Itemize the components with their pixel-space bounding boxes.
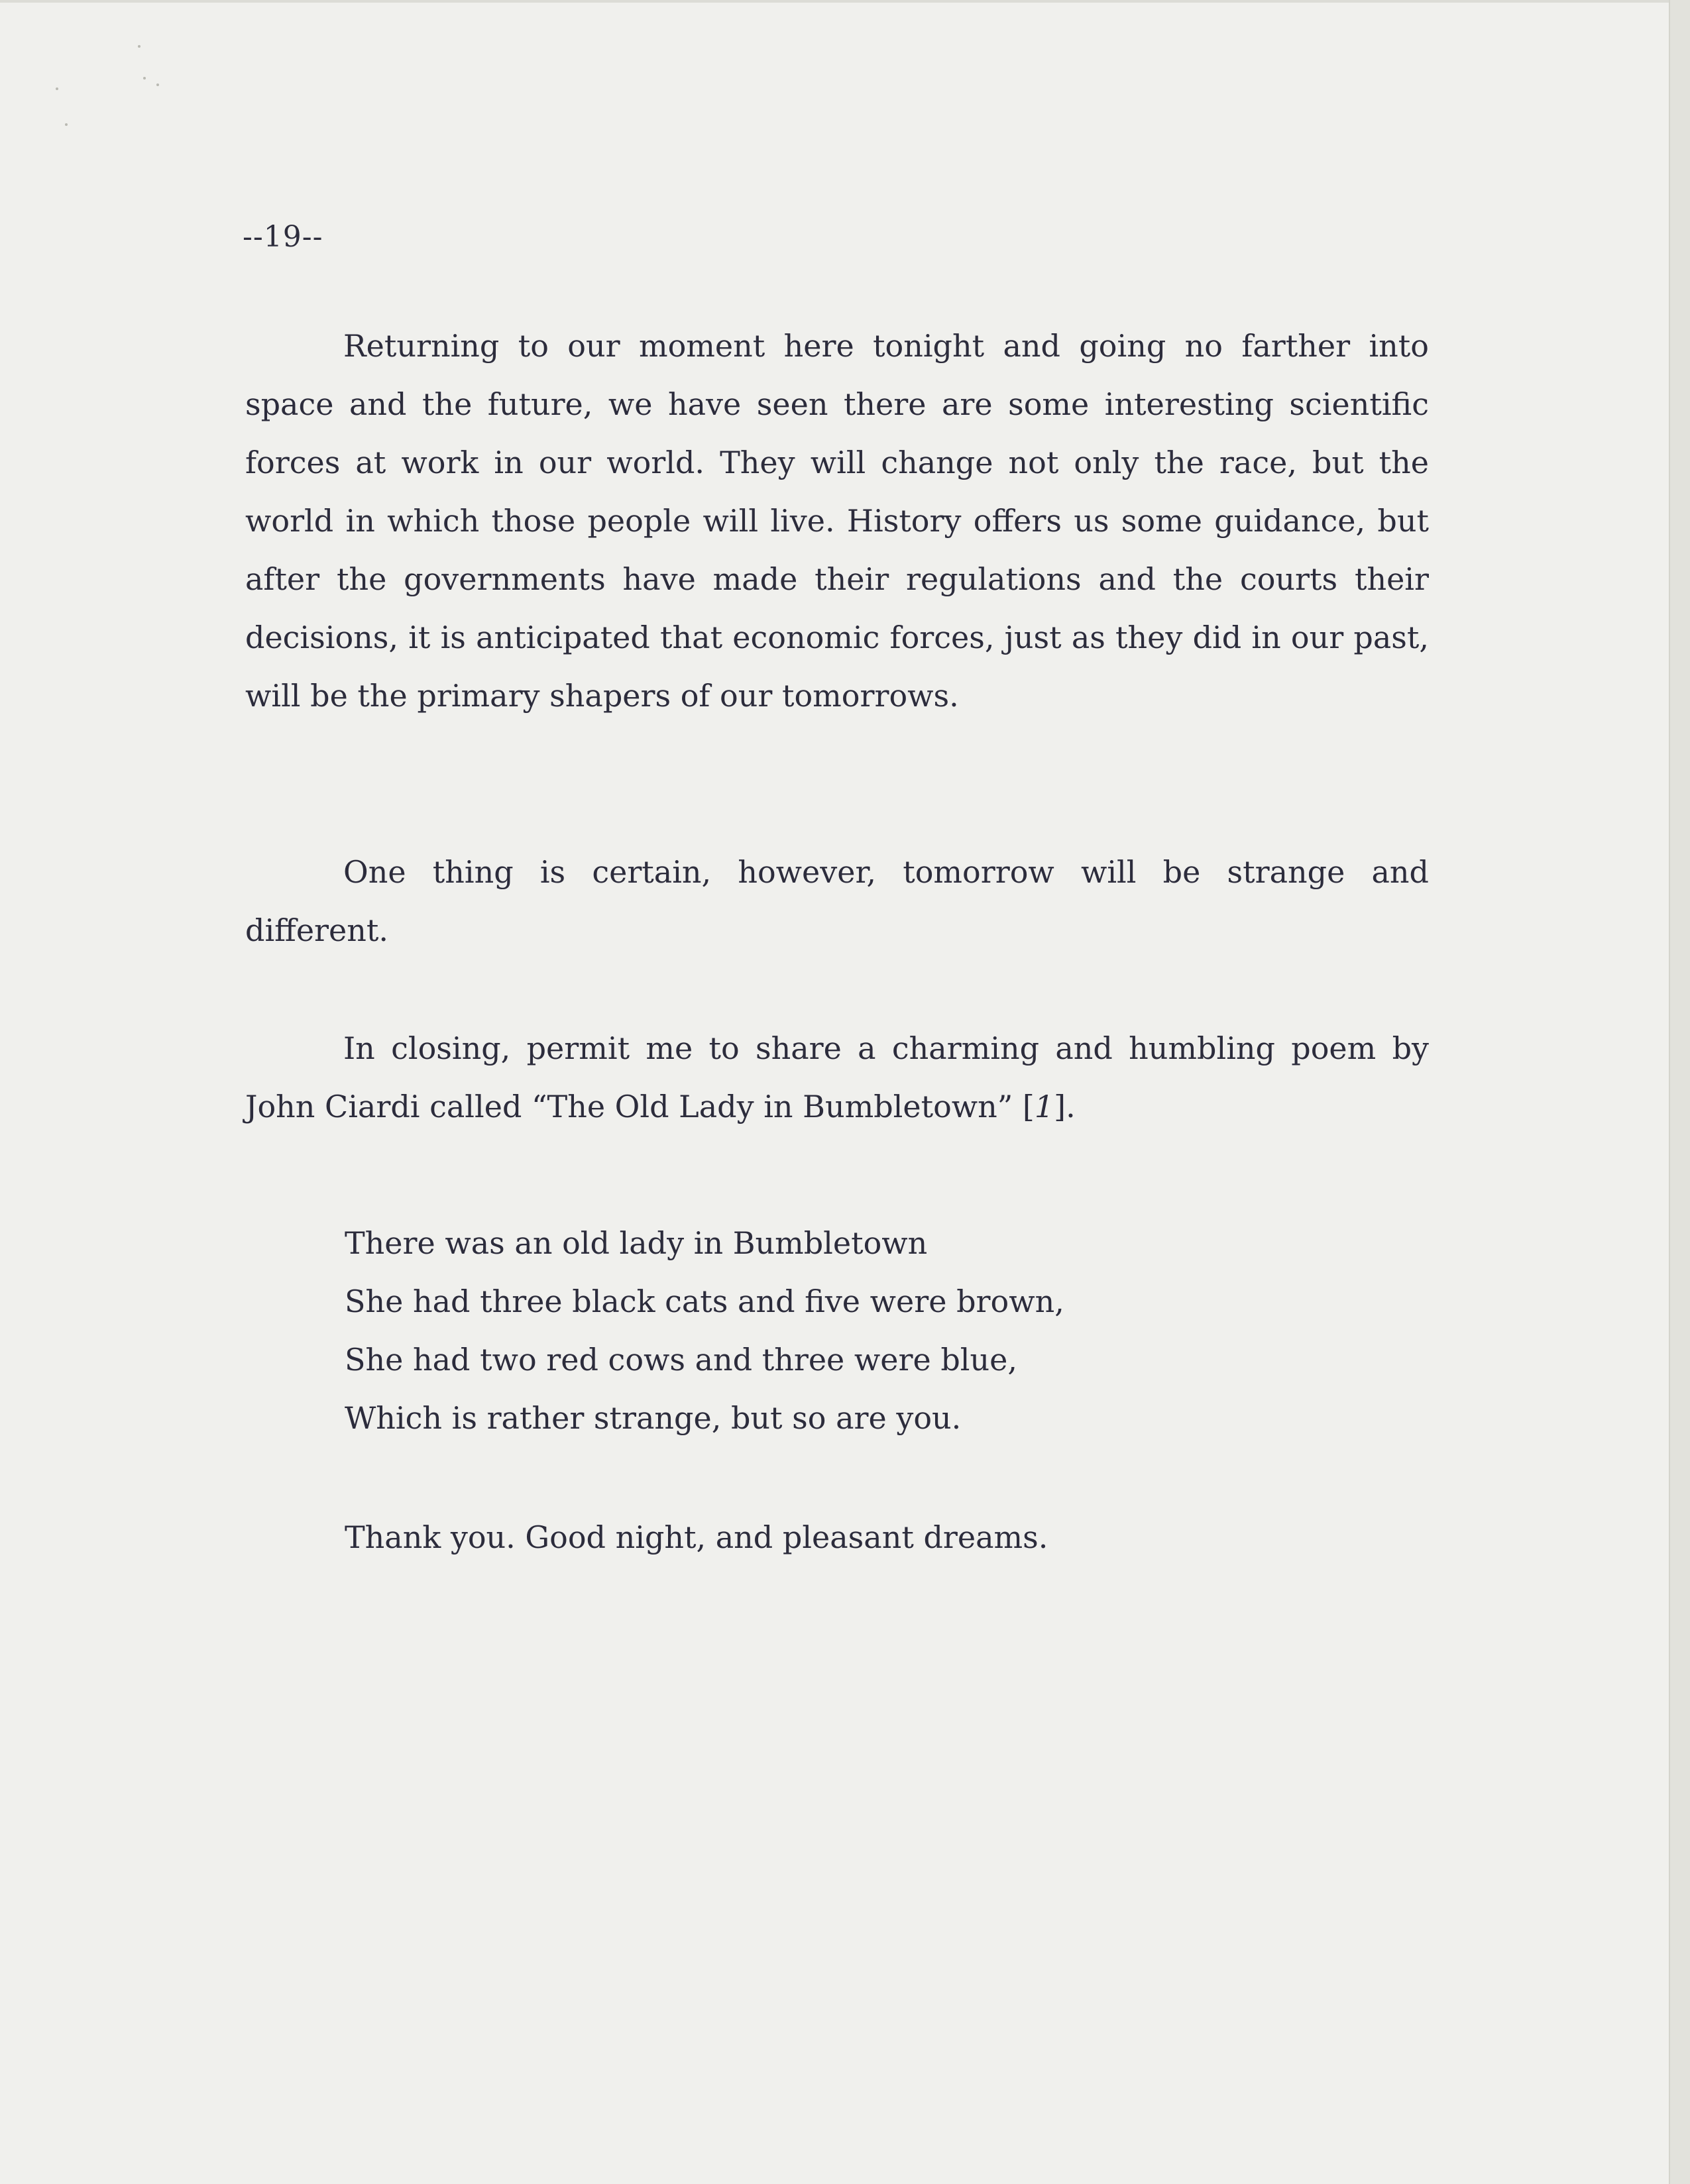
poem bbox=[345, 1214, 1064, 1447]
poem-line: Which is rather strange, but so are you. bbox=[345, 1400, 962, 1436]
closing-paragraph bbox=[245, 1019, 1429, 1136]
closing-end: ]. bbox=[1054, 1089, 1076, 1124]
paper-speck bbox=[65, 123, 68, 126]
paper-speck bbox=[138, 45, 141, 48]
page-top-edge bbox=[0, 0, 1670, 3]
footnote-reference: 1 bbox=[1034, 1089, 1054, 1124]
poem-line: She had three black cats and five were brown, bbox=[345, 1283, 1064, 1319]
paper-speck bbox=[143, 77, 146, 80]
paragraph: Returning to our moment here tonight and going no farther into space and the future, we have seen there are some interesting scientific forces at work in our world. They will change not only the race, but the world in which those people will live. History offers us some guidance, but after the governments have made their regulations and the courts their decisions, it is anticipated that economic forces, just as they did in our past, will be the primary shapers of our tomorrows. bbox=[245, 328, 1429, 714]
page-number: --19-- bbox=[243, 220, 323, 254]
page-edge bbox=[1669, 0, 1690, 2184]
poem-line: There was an old lady in Bumbletown bbox=[345, 1225, 928, 1261]
farewell-line: Thank you. Good night, and pleasant dreams. bbox=[345, 1519, 1048, 1555]
paper-speck bbox=[156, 83, 159, 86]
poem-line: She had two red cows and three were blue, bbox=[345, 1342, 1017, 1378]
closing-text: In closing, permit me to share a charming and humbling poem by John Ciardi called “The Old Lady in Bumbletown” [ bbox=[245, 1030, 1429, 1124]
paper-speck bbox=[56, 87, 58, 90]
paragraph: One thing is certain, however, tomorrow will be strange and different. bbox=[245, 854, 1429, 948]
